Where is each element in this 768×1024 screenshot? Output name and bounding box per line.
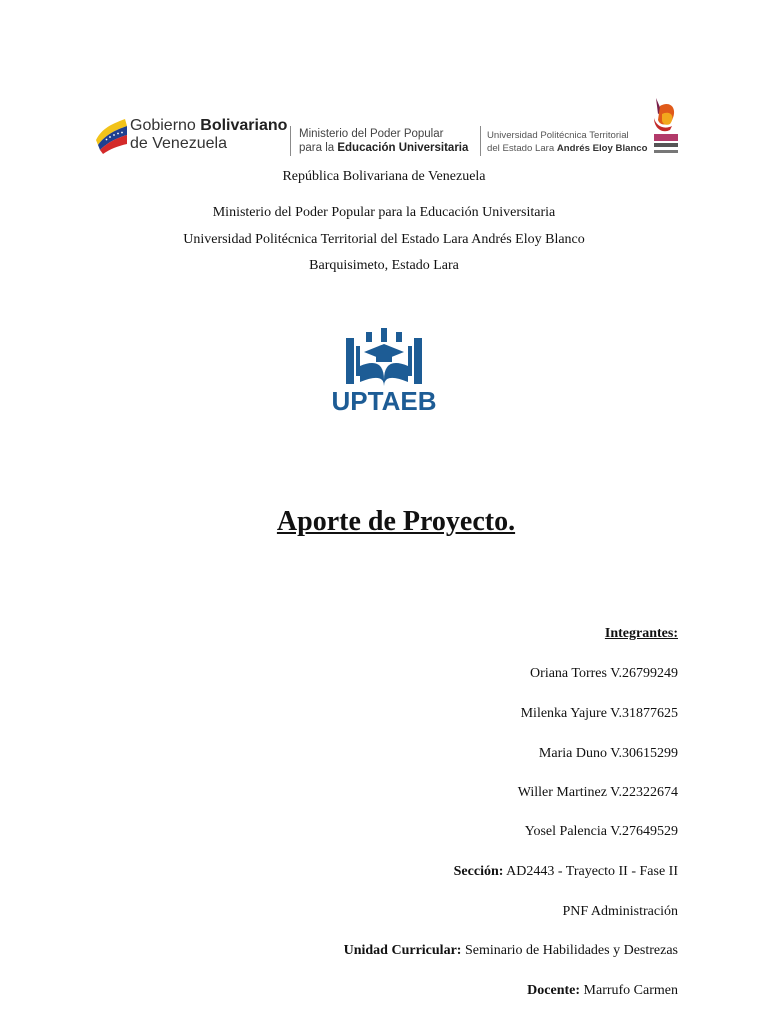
institution-line-universidad: Universidad Politécnica Territorial del Estado Lara Andrés Eloy Blanco [183, 232, 585, 247]
institution-line-ciudad: Barquisimeto, Estado Lara [309, 258, 459, 273]
integrantes-label: Integrantes: [604, 626, 678, 641]
docente-label: Docente: [527, 983, 581, 998]
uptaeb-logo-text: UPTAEB [331, 386, 437, 414]
document-title: Aporte de Proyecto. [276, 506, 516, 537]
member-item: Willer Martinez V.22322674 [517, 785, 678, 800]
docente-line [527, 982, 678, 1000]
gobierno-line1: Gobierno Bolivariano [130, 117, 288, 134]
institution-line-ministerio: Ministerio del Poder Popular para la Educación Universitaria [212, 205, 556, 220]
ministerio-logo-text [299, 127, 479, 155]
member-item: Oriana Torres V.26799249 [530, 666, 678, 681]
header-divider [290, 126, 291, 156]
seccion-value: AD2443 - Trayecto II - Fase II [503, 864, 678, 879]
member-item: Yosel Palencia V.27649529 [524, 824, 678, 839]
unidad-curricular-line [344, 942, 678, 960]
universidad-logo-text [487, 129, 647, 155]
uptaeb-emblem-icon [346, 328, 422, 386]
gobierno-bolivariano-logo [92, 116, 292, 156]
member-item: Maria Duno V.30615299 [538, 746, 678, 761]
docente-value: Marrufo Carmen [580, 983, 678, 998]
pnf-line: PNF Administración [562, 904, 678, 919]
universidad-line2: del Estado Lara Andrés Eloy Blanco [487, 143, 648, 154]
seccion-line [454, 863, 678, 881]
venezuela-flag-icon [94, 118, 128, 154]
unidad-curricular-label: Unidad Curricular: [343, 943, 462, 958]
ministerio-line2: para la Educación Universitaria [299, 142, 469, 154]
header-logo-strip [92, 96, 692, 162]
uptaeb-logo [330, 326, 438, 414]
unidad-curricular-value: Seminario de Habilidades y Destrezas [461, 943, 678, 958]
header-divider [480, 126, 481, 156]
universidad-line1: Universidad Politécnica Territorial [487, 130, 629, 141]
seccion-label: Sección: [453, 864, 504, 879]
gobierno-line2: de Venezuela [130, 135, 227, 152]
anniversary-emblem-icon [648, 96, 684, 160]
member-item: Milenka Yajure V.31877625 [520, 706, 678, 721]
institution-line-republica: República Bolivariana de Venezuela [282, 169, 486, 184]
ministerio-line1: Ministerio del Poder Popular [299, 128, 444, 140]
